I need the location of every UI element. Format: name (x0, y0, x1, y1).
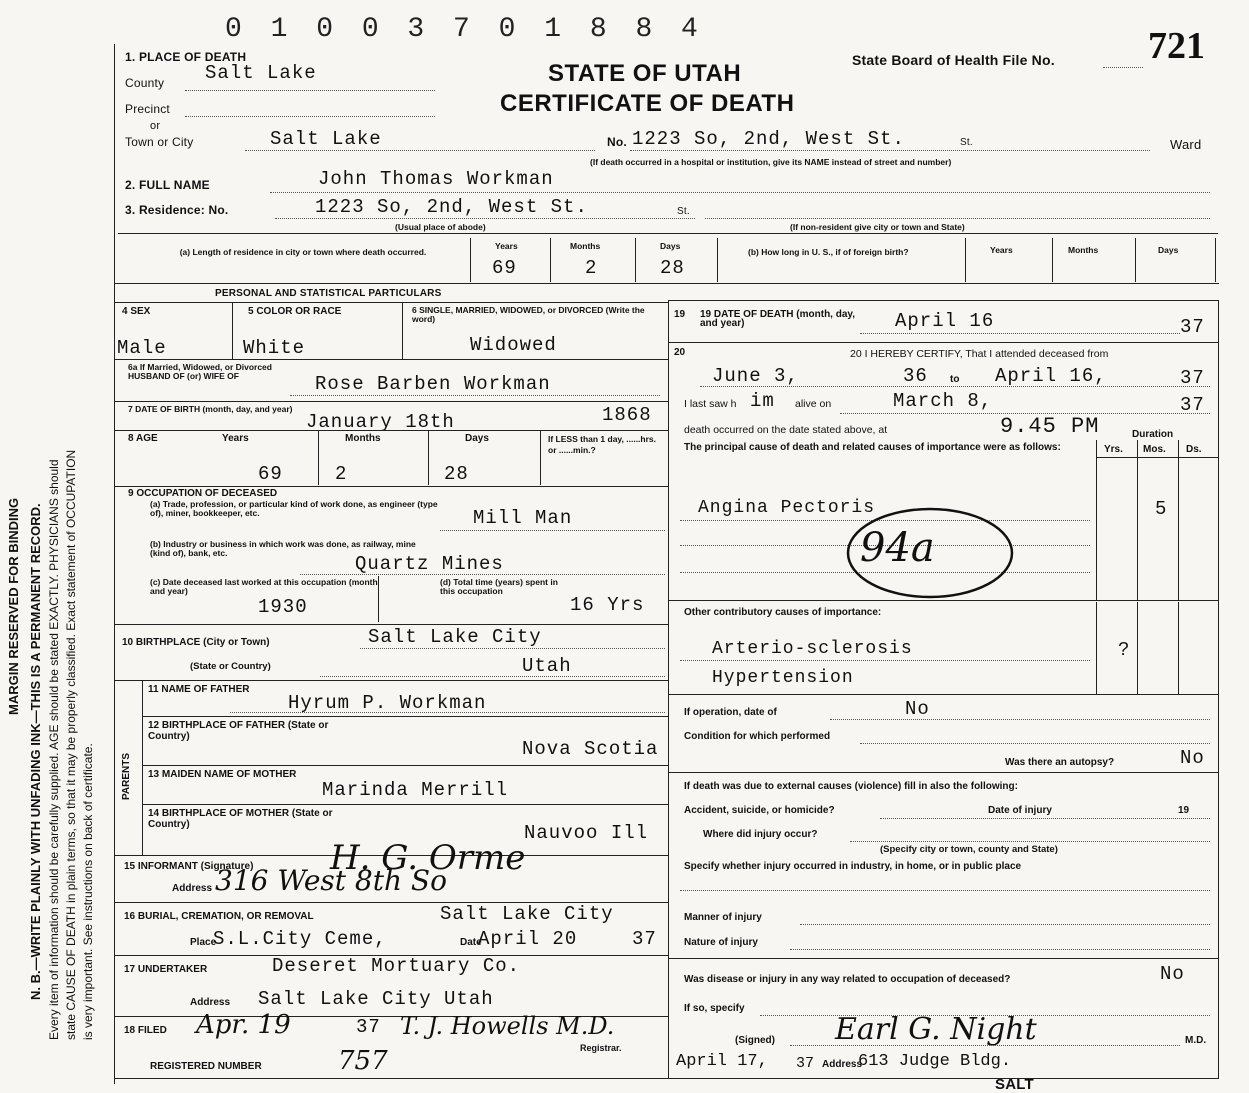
age-days-header: Days (465, 433, 489, 444)
hospital-note: (If death occurred in a hospital or institution, give its NAME instead of street and number) (590, 157, 952, 167)
last-saw-him: im (750, 390, 775, 412)
dob-label: 7 DATE OF BIRTH (month, day, and year) (128, 404, 293, 414)
classification-code: 94a (860, 525, 935, 571)
age-years: 69 (258, 463, 283, 485)
father-name-value: Hyrum P. Workman (288, 692, 487, 714)
physician-address: 613 Judge Bldg. (858, 1052, 1012, 1071)
date-of-death-label: 19 DATE OF DEATH (month, day, and year) (700, 309, 856, 329)
father-birthplace-label: 12 BIRTHPLACE OF FATHER (State or Country) (148, 720, 329, 742)
instructions-line-2: state CAUSE OF DEATH in plain terms, so that it may be properly classified. Exact statement of OCCUPATION (64, 449, 78, 1040)
certificate-title: CERTIFICATE OF DEATH (500, 90, 795, 117)
autopsy-value: No (1180, 747, 1205, 769)
physician-signature: Earl G. Night (835, 1012, 1037, 1047)
occupation-related-label: Was disease or injury in any way related to occupation of deceased? (684, 974, 1011, 985)
residence-years: 69 (492, 257, 517, 279)
md-label: M.D. (1185, 1035, 1207, 1046)
county-label: County (125, 76, 165, 90)
mother-birthplace-label: 14 BIRTHPLACE OF MOTHER (State or Country) (148, 808, 333, 830)
age-days: 28 (444, 463, 469, 485)
cause-label: The principal cause of death and related causes of importance were as follows: (684, 442, 1061, 453)
burial-year: 37 (632, 928, 657, 950)
date-of-injury-year: 19 (1178, 805, 1190, 816)
full-name-value: John Thomas Workman (318, 168, 554, 190)
burial-value: Salt Lake City (440, 903, 614, 925)
state-title: STATE OF UTAH (548, 60, 742, 87)
informant-address: 316 West 8th So (215, 864, 447, 897)
occupation-b-label: (b) Industry or business in which work was done, as railway, mine (kind of), bank, etc. (150, 539, 416, 558)
sex-value: Male (117, 337, 167, 359)
color-value: White (243, 337, 306, 359)
last-saw-year: 37 (1180, 394, 1205, 416)
date-of-death-value: April 16 (895, 310, 995, 332)
signature-date: April 17, (676, 1052, 768, 1071)
other-cause-1: Arterio-sclerosis (712, 639, 913, 659)
age-years-header: Years (222, 433, 249, 444)
or-label: or (150, 120, 161, 132)
birthplace-city: Salt Lake City (368, 626, 542, 648)
where-injury-label: Where did injury occur? (703, 829, 818, 840)
burial-date-label: Date (460, 937, 482, 948)
yrs-header: Yrs. (1104, 444, 1123, 455)
burial-place-value: S.L.City Ceme, (213, 928, 387, 950)
serial-number: 0 1 0 0 3 7 0 1 8 8 4 (225, 14, 704, 45)
certify-label: 20 I HEREBY CERTIFY, That I attended deceased from (850, 348, 1109, 360)
years-header: Years (495, 241, 518, 251)
date-of-death-year: 37 (1180, 316, 1205, 338)
birthplace-state: Utah (522, 655, 572, 677)
duration-label: Duration (1132, 429, 1174, 440)
permanent-record-note: N. B.—WRITE PLAINLY WITH UNFADING INK—THIS IS A PERMANENT RECORD. (28, 503, 43, 1000)
marital-label: 6 SINGLE, MARRIED, WIDOWED, or DIVORCED (Write the word) (412, 305, 645, 324)
principal-cause-months: 5 (1155, 498, 1168, 520)
marital-value: Widowed (470, 334, 557, 356)
other-causes-label: Other contributory causes of importance: (684, 607, 882, 618)
mother-name-value: Marinda Merrill (322, 779, 509, 801)
footer-stamp: SALT (995, 1076, 1034, 1093)
other-cause-1-duration: ? (1118, 639, 1131, 661)
condition-label: Condition for which performed (684, 731, 831, 742)
instructions-line-3: is very important. See instructions on back of certificate. (81, 743, 95, 1040)
burial-place-label: Place (190, 937, 217, 948)
dob-year: 1868 (602, 404, 652, 426)
residence-months: 2 (585, 257, 598, 279)
attended-from-year: 36 (903, 365, 928, 387)
color-label: 5 COLOR OR RACE (248, 306, 342, 317)
burial-date: April 20 (478, 928, 578, 950)
sex-label: 4 SEX (122, 306, 151, 317)
residence-days: 28 (660, 257, 685, 279)
st-label: St. (960, 137, 973, 148)
town-value: Salt Lake (270, 128, 382, 150)
town-label: Town or City (125, 135, 194, 149)
manner-label: Manner of injury (684, 912, 762, 923)
place-address-value: 1223 So, 2nd, West St. (632, 128, 905, 150)
registrar-signature: T. J. Howells M.D. (400, 1012, 615, 1040)
occupation-a-label: (a) Trade, profession, or particular kind of work done, as engineer (type of), miner, bookkeeper, etc. (150, 499, 438, 518)
informant-address-label: Address (172, 883, 213, 894)
certify-label-num: 20 (674, 347, 686, 358)
father-birthplace-value: Nova Scotia (522, 738, 659, 760)
full-name-label: 2. FULL NAME (125, 178, 210, 192)
spouse-label: 6a If Married, Widowed, or Divorced HUSBAND OF (or) WIFE OF (128, 362, 272, 381)
personal-header: PERSONAL AND STATISTICAL PARTICULARS (215, 288, 442, 299)
non-resident-note: (If non-resident give city or town and State) (790, 222, 965, 232)
birth-state-label: (State or Country) (190, 661, 271, 672)
binding-margin-note: MARGIN RESERVED FOR BINDING (6, 497, 21, 715)
ds-header: Ds. (1186, 444, 1202, 455)
us-years-header: Years (990, 245, 1013, 255)
occupation-c-label: (c) Date deceased last worked at this occupation (month and year) (150, 577, 378, 596)
father-name-label: 11 NAME OF FATHER (148, 684, 250, 695)
attended-to: April 16, (995, 365, 1107, 387)
dob-value: January 18th (306, 411, 455, 433)
operation-value: No (905, 698, 930, 720)
attended-to-year: 37 (1180, 367, 1205, 389)
occupation-c-value: 1930 (258, 596, 308, 618)
nature-label: Nature of injury (684, 937, 758, 948)
age-months-header: Months (345, 433, 381, 444)
county-value: Salt Lake (205, 62, 317, 84)
operation-label: If operation, date of (684, 707, 777, 718)
filed-label: 18 FILED (124, 1025, 167, 1036)
less-than-day-label: If LESS than 1 day, ......hrs. or ......min.? (548, 434, 657, 455)
informant-label: 15 INFORMANT (Signature) (124, 861, 254, 872)
if-so-label: If so, specify (684, 1003, 745, 1014)
physician-address-label: Address (822, 1059, 863, 1070)
registrar-label: Registrar. (580, 1043, 622, 1053)
undertaker-address-label: Address (190, 997, 231, 1008)
precinct-label: Precinct (125, 102, 170, 116)
residence-label: 3. Residence: No. (125, 203, 229, 217)
time-of-death: 9.45 PM (1000, 414, 1100, 439)
other-cause-2: Hypertension (712, 668, 854, 688)
occupation-d-value: 16 Yrs (570, 594, 645, 616)
residence-st-label: St. (677, 206, 690, 217)
occupation-label: 9 OCCUPATION OF DECEASED (128, 488, 278, 499)
date-of-death-label-num: 19 (674, 309, 686, 320)
signature-year: 37 (796, 1055, 815, 1072)
code-circle-mark (840, 495, 1015, 605)
spouse-value: Rose Barben Workman (315, 373, 551, 395)
informant-signature: H. G. Orme (330, 838, 526, 878)
age-months: 2 (335, 463, 348, 485)
last-saw-date: March 8, (893, 390, 993, 412)
parents-label: PARENTS (121, 752, 132, 800)
mother-name-label: 13 MAIDEN NAME OF MOTHER (148, 769, 297, 780)
us-months-header: Months (1068, 245, 1099, 255)
external-causes-label: If death was due to external causes (violence) fill in also the following: (684, 781, 1018, 792)
undertaker-label: 17 UNDERTAKER (124, 964, 208, 975)
burial-label: 16 BURIAL, CREMATION, OR REMOVAL (124, 911, 314, 922)
file-no-label: State Board of Health File No. (852, 52, 1055, 68)
mother-birthplace-value: Nauvoo Ill (524, 822, 649, 844)
file-number: 721 (1148, 25, 1205, 67)
last-saw-label: I last saw h (684, 398, 737, 410)
age-label: 8 AGE (128, 433, 158, 444)
undertaker-value: Deseret Mortuary Co. (272, 955, 521, 977)
usual-abode-note: (Usual place of abode) (395, 222, 486, 232)
signed-label: (Signed) (735, 1035, 775, 1046)
specify-city-note: (Specify city or town, county and State) (880, 844, 1058, 855)
accident-label: Accident, suicide, or homicide? (684, 805, 835, 816)
filed-date: Apr. 19 (196, 1010, 291, 1040)
occupation-related-value: No (1160, 963, 1185, 985)
ward-label: Ward (1170, 137, 1202, 152)
us-days-header: Days (1158, 245, 1179, 255)
mos-header: Mos. (1143, 444, 1166, 455)
place-of-death-label: 1. PLACE OF DEATH (125, 50, 247, 64)
time-label: death occurred on the date stated above, at (684, 424, 888, 436)
months-header: Months (570, 241, 601, 251)
undertaker-address: Salt Lake City Utah (258, 988, 494, 1010)
registered-number: 757 (338, 1046, 388, 1076)
occupation-a-value: Mill Man (473, 507, 573, 529)
foreign-birth-label: (b) How long in U. S., if of foreign birth? (748, 247, 909, 257)
occupation-d-label: (d) Total time (years) spent in this occupation (440, 577, 558, 596)
specify-place-label: Specify whether injury occurred in industry, in home, or in public place (684, 861, 1022, 872)
residence-value: 1223 So, 2nd, West St. (315, 196, 588, 218)
instructions-line-1: Every item of information should be carefully supplied. AGE should be stated EXACTLY. PHYSICIANS should (47, 459, 61, 1040)
to-label: to (950, 374, 960, 385)
principal-cause: Angina Pectoris (698, 498, 876, 518)
days-header: Days (660, 241, 681, 251)
length-residence-label: (a) Length of residence in city or town where death occurred. (179, 247, 427, 257)
autopsy-label: Was there an autopsy? (1005, 757, 1115, 768)
address-no-label: No. (607, 135, 627, 149)
date-of-injury-label: Date of injury (988, 805, 1052, 816)
birthplace-label: 10 BIRTHPLACE (City or Town) (122, 637, 270, 648)
filed-year: 37 (356, 1016, 381, 1038)
attended-from: June 3, (712, 365, 799, 387)
alive-on-label: alive on (795, 398, 832, 410)
registered-number-label: REGISTERED NUMBER (150, 1061, 262, 1072)
occupation-b-value: Quartz Mines (355, 553, 504, 575)
